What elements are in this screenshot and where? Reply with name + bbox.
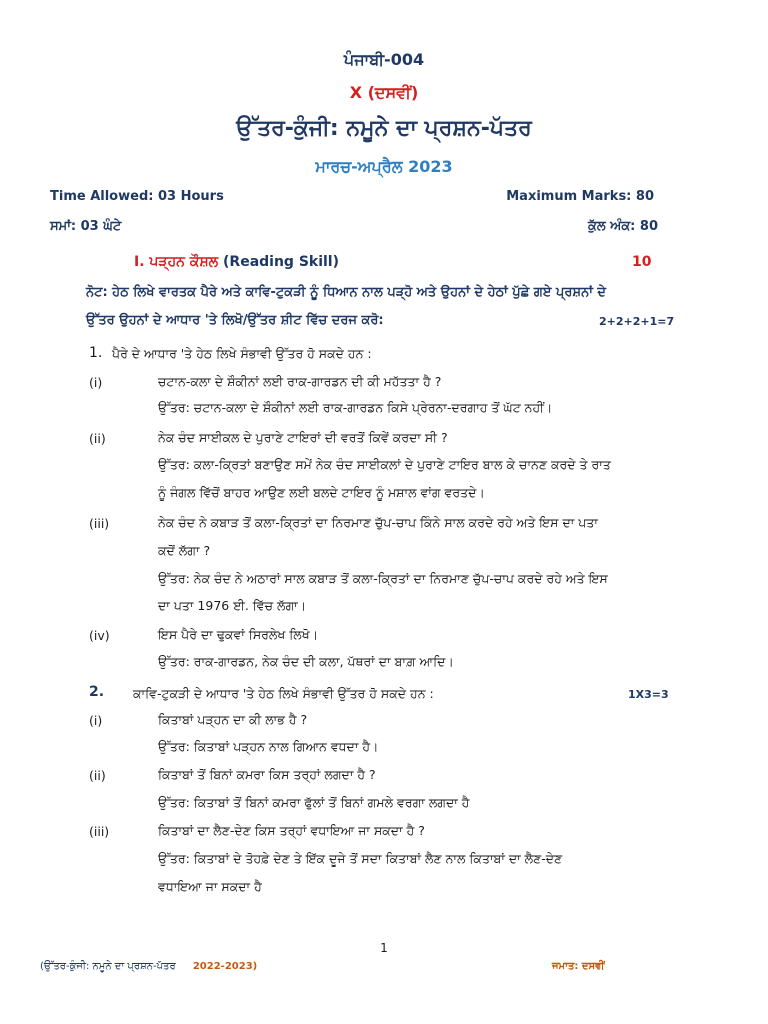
q2-number: 2. (89, 684, 105, 700)
q1-item-question: ਚਟਾਨ-ਕਲਾ ਦੇ ਸ਼ੌਕੀਨਾਂ ਲਈ ਰਾਕ-ਗਾਰਡਨ ਦੀ ਕੀ ਮਹੱਤਤਾ ਹੈ ? (158, 374, 442, 389)
q2-item-answer: ਉੱਤਰ: ਕਿਤਾਬਾਂ ਤੋਂ ਬਿਨਾਂ ਕਮਰਾ ਫੁੱਲਾਂ ਤੋਂ ਬਿਨਾਂ ਗਮਲੇ ਵਰਗਾ ਲਗਦਾ ਹੈ (158, 795, 470, 810)
document-title: ਉੱਤਰ-ਕੁੰਜੀ: ਨਮੂਨੇ ਦਾ ਪ੍ਰਸ਼ਨ-ਪੱਤਰ (236, 116, 532, 141)
q2-marks: 1X3=3 (628, 688, 669, 701)
q2-item-answer: ਉੱਤਰ: ਕਿਤਾਬਾਂ ਦੇ ਤੋਹਫ਼ੇ ਦੇਣ ਤੇ ਇੱਕ ਦੂਜੇ ਤੋਂ ਸਦਾ ਕਿਤਾਬਾਂ ਲੈਣ ਨਾਲ ਕਿਤਾਬਾਂ ਦਾ ਲੈਣ-ਦੇਣ (158, 851, 563, 866)
time-allowed-pa: ਸਮਾਂ: 03 ਘੰਟੇ (50, 219, 122, 234)
note-marks: 2+2+2+1=7 (599, 315, 675, 328)
q2-item-label: (i) (89, 713, 103, 728)
q1-item-answer: ਉੱਤਰ: ਰਾਕ-ਗਾਰਡਨ, ਨੇਕ ਚੰਦ ਦੀ ਕਲਾ, ਪੱਥਰਾਂ ਦਾ ਬਾਗ਼ ਆਦਿ। (158, 654, 454, 669)
section-heading (134, 254, 339, 270)
q1-item-label: (iii) (89, 516, 110, 531)
q2-item-answer: ਉੱਤਰ: ਕਿਤਾਬਾਂ ਪੜ੍ਹਨ ਨਾਲ ਗਿਆਨ ਵਧਦਾ ਹੈ। (158, 739, 379, 754)
max-marks-en: Maximum Marks: 80 (506, 189, 654, 204)
q1-item-question: ਨੇਕ ਚੰਦ ਸਾਈਕਲ ਦੇ ਪੁਰਾਣੇ ਟਾਇਰਾਂ ਦੀ ਵਰਤੋਂ ਕਿਵੇਂ ਕਰਦਾ ਸੀ ? (158, 430, 448, 445)
q1-item-question: ਨੇਕ ਚੰਦ ਨੇ ਕਬਾੜ ਤੋਂ ਕਲਾ-ਕ੍ਰਿਤਾਂ ਦਾ ਨਿਰਮਾਣ ਚੁੱਪ-ਚਾਪ ਕਿੰਨੇ ਸਾਲ ਕਰਦੇ ਰਹੇ ਅਤੇ ਇਸ ਦਾ ਪਤਾ (158, 515, 598, 530)
q1-item-label: (ii) (89, 431, 106, 446)
q1-item-answer: ਉੱਤਰ: ਚਟਾਨ-ਕਲਾ ਦੇ ਸ਼ੌਕੀਨਾਂ ਲਈ ਰਾਕ-ਗਾਰਡਨ ਕਿਸੇ ਪ੍ਰੇਰਨਾ-ਦਰਗਾਹ ਤੋਂ ਘੱਟ ਨਹੀਂ। (158, 400, 553, 415)
footer-left (40, 961, 257, 972)
footer-year: 2022-2023) (192, 961, 258, 972)
q1-item-question-cont: ਕਦੋਂ ਲੱਗਾ ? (158, 543, 211, 558)
max-marks-pa: ਕੁੱਲ ਅੰਕ: 80 (587, 219, 658, 234)
q2-item-label: (ii) (89, 768, 106, 783)
note-line-1: ਨੋਟ: ਹੇਠ ਲਿਖੇ ਵਾਰਤਕ ਪੈਰੇ ਅਤੇ ਕਾਵਿ-ਟੁਕੜੀ ਨੂੰ ਧਿਆਨ ਨਾਲ ਪੜ੍ਹੋ ਅਤੇ ਉਹਨਾਂ ਦੇ ਹੇਠਾਂ ਪੁੱਛੇ ਗਏ ਪ੍ਰਸ਼ਨਾਂ ਦੇ (86, 285, 607, 300)
q1-item-label: (i) (89, 375, 103, 390)
footer-class: ਜਮਾਤ: ਦਸਵੀਂ (552, 961, 605, 972)
paper-code: ਪੰਜਾਬੀ-004 (343, 50, 425, 69)
page-number: 1 (380, 941, 388, 955)
q1-item-label: (iv) (89, 628, 110, 643)
session-label: ਮਾਰਚ-ਅਪ੍ਰੈਲ 2023 (315, 157, 453, 176)
note-line-2: ਉੱਤਰ ਉਹਨਾਂ ਦੇ ਆਧਾਰ 'ਤੇ ਲਿਖੋ/ਉੱਤਰ ਸ਼ੀਟ ਵਿੱਚ ਦਰਜ ਕਰੋ: (86, 313, 384, 328)
section-title-pa: I. ਪੜ੍ਹਨ ਕੌਸ਼ਲ (134, 254, 219, 270)
q2-item-question: ਕਿਤਾਬਾਂ ਪੜ੍ਹਨ ਦਾ ਕੀ ਲਾਭ ਹੈ ? (158, 712, 308, 727)
q1-number: 1. (89, 345, 103, 361)
q2-item-question: ਕਿਤਾਬਾਂ ਦਾ ਲੈਣ-ਦੇਣ ਕਿਸ ਤਰ੍ਹਾਂ ਵਧਾਇਆ ਜਾ ਸਕਦਾ ਹੈ ? (158, 823, 425, 838)
time-allowed-en: Time Allowed: 03 Hours (50, 189, 224, 204)
q1-item-answer: ਨੂੰ ਜੰਗਲ ਵਿੱਚੋਂ ਬਾਹਰ ਆਉਣ ਲਈ ਬਲਦੇ ਟਾਇਰ ਨੂੰ ਮਸ਼ਾਲ ਵਾਂਗ ਵਰਤਦੇ। (158, 485, 485, 500)
section-marks: 10 (632, 254, 652, 270)
q2-item-question: ਕਿਤਾਬਾਂ ਤੋਂ ਬਿਨਾਂ ਕਮਰਾ ਕਿਸ ਤਰ੍ਹਾਂ ਲਗਦਾ ਹੈ ? (158, 767, 376, 782)
q2-heading: ਕਾਵਿ-ਟੁਕੜੀ ਦੇ ਆਧਾਰ 'ਤੇ ਹੇਠ ਲਿਖੇ ਸੰਭਾਵੀ ਉੱਤਰ ਹੋ ਸਕਦੇ ਹਨ : (133, 686, 434, 701)
section-title-en: (Reading Skill) (223, 254, 340, 270)
q1-heading: ਪੈਰੇ ਦੇ ਆਧਾਰ 'ਤੇ ਹੇਠ ਲਿਖੇ ਸੰਭਾਵੀ ਉੱਤਰ ਹੋ ਸਕਦੇ ਹਨ : (112, 346, 372, 361)
q1-item-answer: ਉੱਤਰ: ਨੇਕ ਚੰਦ ਨੇ ਅਠਾਰਾਂ ਸਾਲ ਕਬਾੜ ਤੋਂ ਕਲਾ-ਕ੍ਰਿਤਾਂ ਦਾ ਨਿਰਮਾਣ ਚੁੱਪ-ਚਾਪ ਕਰਦੇ ਰਹੇ ਅਤੇ ਇਸ (158, 571, 608, 586)
q1-item-answer: ਉੱਤਰ: ਕਲਾ-ਕ੍ਰਿਤਾਂ ਬਣਾਉਣ ਸਮੇਂ ਨੇਕ ਚੰਦ ਸਾਈਕਲਾਂ ਦੇ ਪੁਰਾਣੇ ਟਾਇਰ ਬਾਲ ਕੇ ਚਾਨਣ ਕਰਦੇ ਤੇ ਰਾਤ (158, 457, 611, 472)
q1-item-question: ਇਸ ਪੈਰੇ ਦਾ ਢੁਕਵਾਂ ਸਿਰਲੇਖ ਲਿਖੋ। (158, 627, 319, 642)
footer-title: (ਉੱਤਰ-ਕੁੰਜੀ: ਨਮੂਨੇ ਦਾ ਪ੍ਰਸ਼ਨ-ਪੱਤਰ (40, 961, 176, 972)
q1-item-answer: ਦਾ ਪਤਾ 1976 ਈ. ਵਿੱਚ ਲੱਗਾ। (158, 598, 307, 613)
q2-item-answer: ਵਧਾਇਆ ਜਾ ਸਕਦਾ ਹੈ (158, 879, 262, 894)
class-label: X (ਦਸਵੀਂ) (349, 83, 419, 102)
q2-item-label: (iii) (89, 824, 110, 839)
